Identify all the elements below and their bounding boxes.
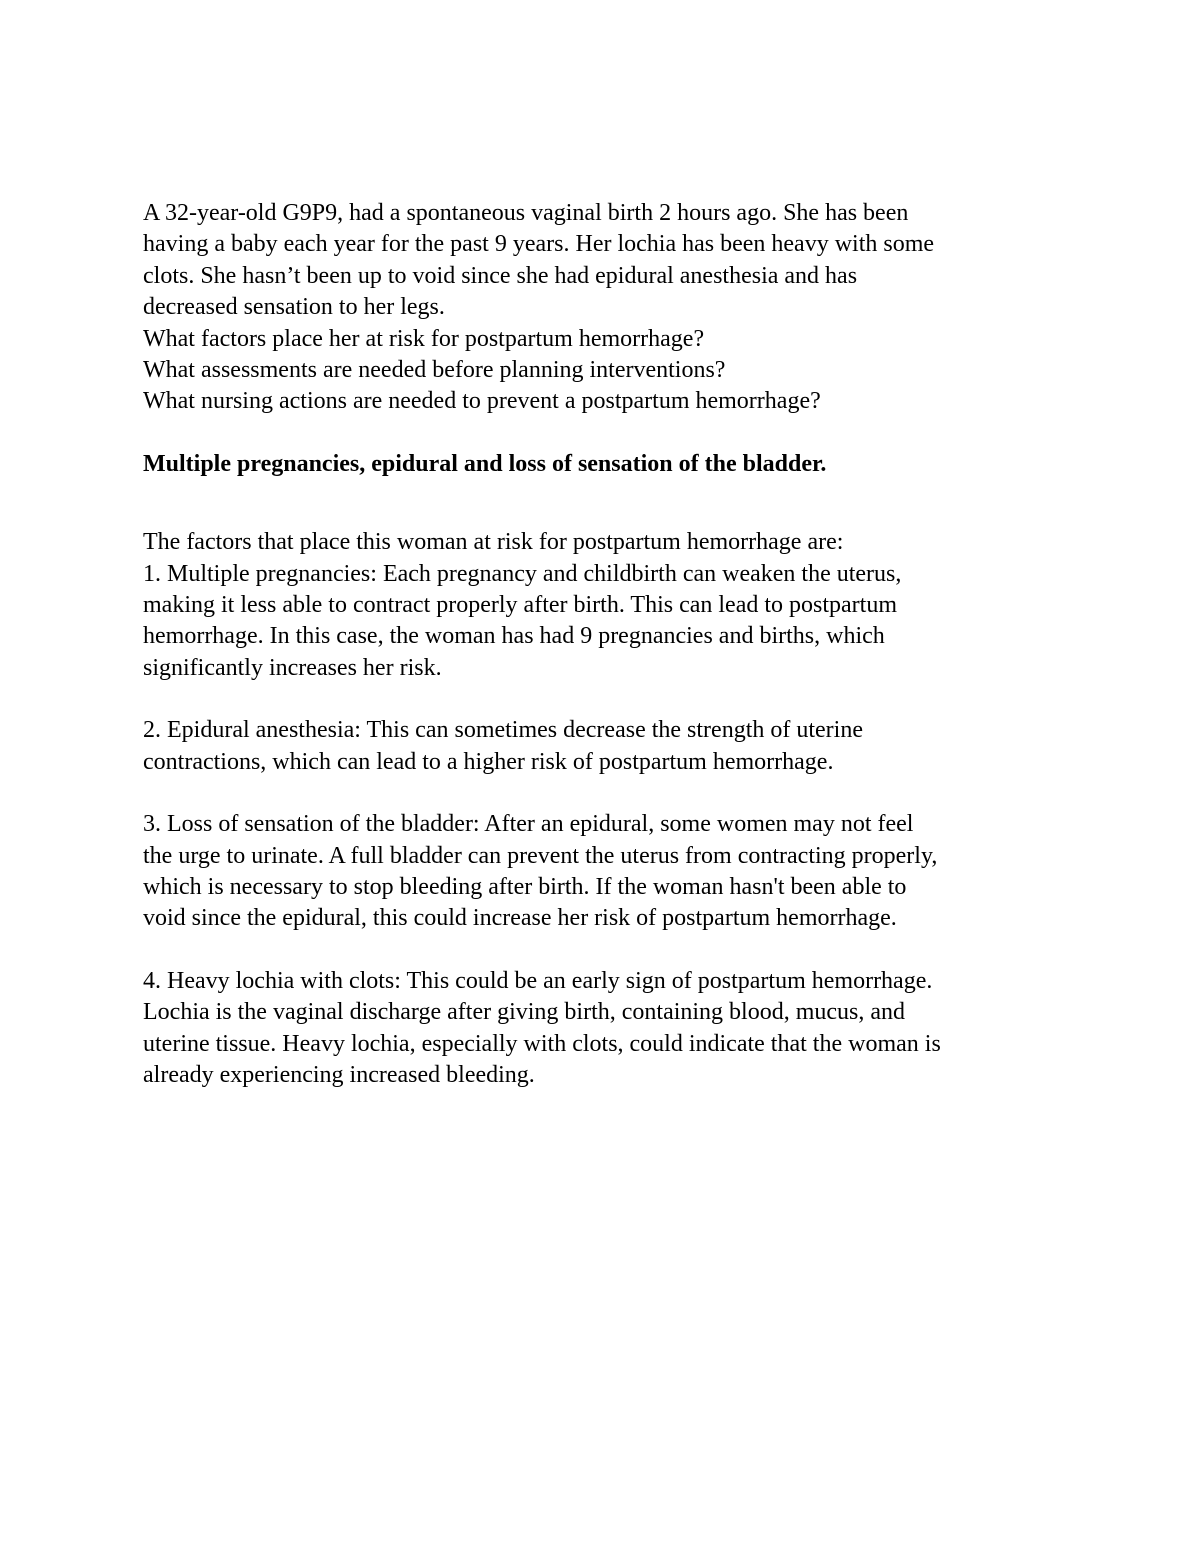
factor-line: which is necessary to stop bleeding after birth. If the woman hasn't been able to xyxy=(143,873,907,900)
spacer xyxy=(143,684,1073,715)
factor-line: significantly increases her risk. xyxy=(143,654,442,681)
question: What nursing actions are needed to prevent a postpartum hemorrhage? xyxy=(143,388,821,415)
factor-line: void since the epidural, this could increase her risk of postpartum hemorrhage. xyxy=(143,905,897,932)
question: What factors place her at risk for postpartum hemorrhage? xyxy=(143,325,705,352)
factor-line: contractions, which can lead to a higher risk of postpartum hemorrhage. xyxy=(143,748,834,775)
factor-line: 1. Multiple pregnancies: Each pregnancy and childbirth can weaken the uterus, xyxy=(143,560,902,587)
case-line: clots. She hasn’t been up to void since she had epidural anesthesia and has xyxy=(143,262,858,289)
question: What assessments are needed before planning interventions? xyxy=(143,357,726,384)
spacer xyxy=(143,480,1073,527)
case-line: decreased sensation to her legs. xyxy=(143,294,445,321)
spacer xyxy=(143,935,1073,966)
factor-item xyxy=(143,966,1073,1092)
case-description xyxy=(143,198,1073,324)
factor-item xyxy=(143,559,1073,685)
factor-item xyxy=(143,715,1073,778)
factor-line: 3. Loss of sensation of the bladder: After an epidural, some women may not feel xyxy=(143,811,914,838)
factor-line: the urge to urinate. A full bladder can prevent the uterus from contracting properly, xyxy=(143,842,938,869)
spacer xyxy=(143,418,1073,449)
factor-line: 4. Heavy lochia with clots: This could be an early sign of postpartum hemorrhage. xyxy=(143,967,933,994)
document-body xyxy=(143,198,1073,1091)
answer-heading: Multiple pregnancies, epidural and loss of sensation of the bladder. xyxy=(143,450,827,477)
factor-line: 2. Epidural anesthesia: This can sometimes decrease the strength of uterine xyxy=(143,717,863,744)
factors-intro: The factors that place this woman at risk for postpartum hemorrhage are: xyxy=(143,529,844,556)
spacer xyxy=(143,778,1073,809)
factor-item xyxy=(143,809,1073,935)
factor-line: making it less able to contract properly after birth. This can lead to postpartum xyxy=(143,592,898,619)
case-line: A 32-year-old G9P9, had a spontaneous vaginal birth 2 hours ago. She has been xyxy=(143,200,909,226)
question-list xyxy=(143,324,1073,418)
factor-line: uterine tissue. Heavy lochia, especially with clots, could indicate that the woman is xyxy=(143,1030,941,1057)
factor-line: hemorrhage. In this case, the woman has had 9 pregnancies and births, which xyxy=(143,623,885,650)
factor-line: Lochia is the vaginal discharge after giving birth, containing blood, mucus, and xyxy=(143,999,906,1026)
case-line: having a baby each year for the past 9 years. Her lochia has been heavy with some xyxy=(143,231,935,258)
factor-line: already experiencing increased bleeding. xyxy=(143,1061,535,1088)
